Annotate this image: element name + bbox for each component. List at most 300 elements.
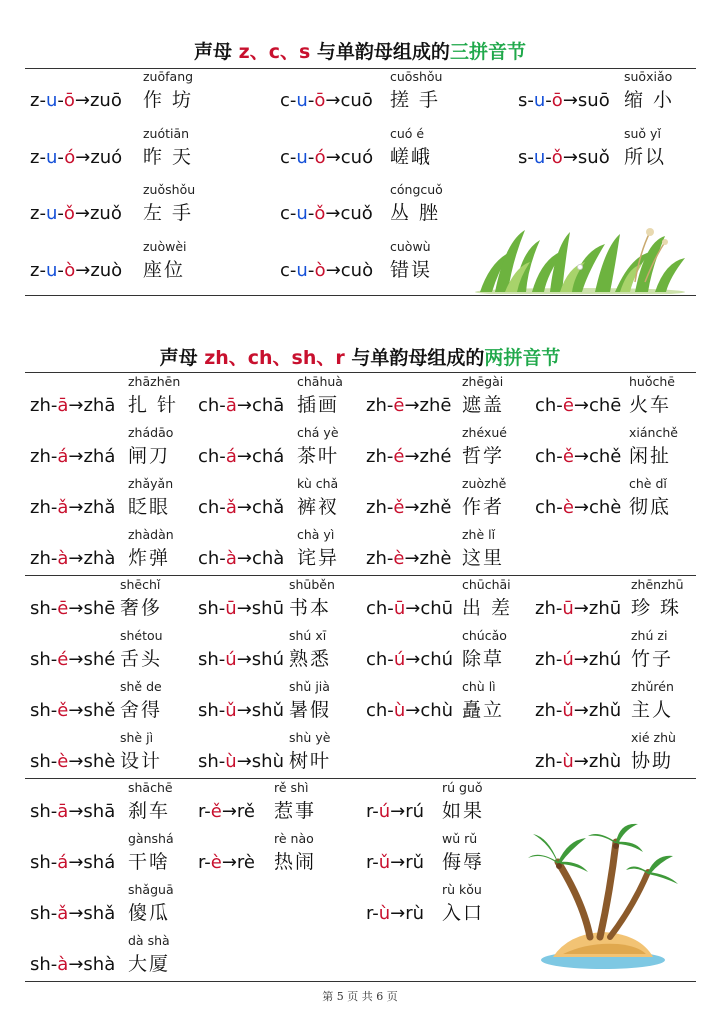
word-hanzi: 错误 — [390, 258, 433, 281]
arrow: → — [236, 649, 252, 670]
example-word — [274, 780, 316, 823]
divider — [25, 575, 696, 576]
word-hanzi: 入口 — [442, 902, 485, 924]
arrow: → — [573, 649, 589, 670]
arrow: → — [405, 700, 421, 721]
word-hanzi: 扎 针 — [128, 394, 179, 416]
syllable-result: zhé — [419, 446, 452, 467]
word-pinyin: zhāzhēn — [128, 374, 181, 389]
divider — [25, 778, 696, 779]
arrow: → — [573, 395, 589, 416]
syllable-cell — [280, 178, 480, 228]
word-hanzi: 缩 小 — [624, 89, 675, 111]
syllable-formula — [280, 147, 373, 168]
final-with-tone: ū — [393, 598, 406, 619]
medial: u — [45, 90, 58, 111]
syllable-cell — [366, 523, 566, 573]
final-with-tone: ē — [57, 598, 69, 619]
example-word — [297, 527, 339, 570]
word-pinyin: chúcǎo — [462, 628, 507, 643]
word-hanzi: 书本 — [289, 597, 332, 619]
medial: u — [533, 90, 546, 111]
word-hanzi: 舍得 — [120, 699, 163, 721]
divider — [25, 981, 696, 982]
word-pinyin: kù chǎ — [297, 476, 339, 491]
final-with-tone: ě — [210, 801, 222, 822]
initial: zh- — [366, 548, 394, 569]
final-with-tone: è — [210, 852, 222, 873]
example-word — [120, 730, 162, 773]
arrow: → — [404, 395, 420, 416]
arrow: → — [236, 548, 252, 569]
initial: ch- — [198, 446, 226, 467]
syllable-result: zuō — [89, 90, 122, 111]
syllable-cell — [518, 65, 718, 115]
initial: s- — [518, 146, 534, 168]
syllable-result: zuǒ — [89, 203, 122, 224]
final-with-tone: ú — [378, 801, 391, 822]
word-pinyin: zhéxué — [462, 425, 507, 440]
word-pinyin: rě shì — [274, 780, 309, 795]
word-pinyin: zhēgài — [462, 374, 504, 389]
syllable-formula — [30, 548, 115, 569]
arrow: → — [68, 598, 84, 619]
syllable-result: shà — [83, 954, 116, 975]
example-word — [289, 679, 331, 722]
syllable-formula — [366, 395, 451, 416]
title-middle: 与单韵母组成的 — [344, 347, 485, 369]
word-pinyin: gànshá — [128, 831, 174, 846]
table-row — [0, 726, 720, 776]
syllable-formula — [535, 700, 621, 721]
final-with-tone: ǔ — [378, 852, 391, 873]
syllable-cell — [535, 573, 720, 623]
initial: zh- — [30, 548, 58, 569]
syllable-result: zhǔ — [588, 700, 622, 721]
initial: sh- — [30, 954, 58, 975]
syllable-cell — [198, 726, 398, 776]
final-with-tone: ō — [314, 90, 326, 111]
syllable-result: shé — [83, 649, 116, 670]
word-hanzi: 舌头 — [120, 648, 163, 670]
word-hanzi: 协助 — [631, 750, 674, 772]
example-word — [631, 577, 684, 620]
table-row — [0, 370, 720, 420]
syllable-result: zhè — [419, 548, 452, 569]
word-hanzi: 竹子 — [631, 648, 674, 670]
example-word — [128, 425, 173, 468]
word-hanzi: 闸刀 — [128, 445, 171, 467]
syllable-result: zhǎ — [83, 497, 116, 518]
arrow: → — [68, 446, 84, 467]
word-hanzi: 丛 脞 — [390, 202, 441, 224]
initial: ch- — [535, 497, 563, 518]
syllable-formula — [30, 147, 122, 168]
syllable-formula — [535, 497, 621, 518]
arrow: → — [68, 954, 84, 975]
word-hanzi: 干啥 — [128, 851, 171, 873]
medial: u — [296, 203, 308, 224]
syllable-formula — [535, 598, 621, 619]
word-pinyin: shǔ jià — [289, 679, 330, 694]
final-with-tone: ǎ — [225, 497, 237, 518]
initial: zh- — [535, 598, 563, 619]
example-word — [128, 831, 174, 874]
final-with-tone: ū — [562, 598, 574, 619]
initial: ch- — [366, 649, 394, 670]
example-word — [128, 476, 173, 519]
word-hanzi: 奢侈 — [120, 597, 163, 619]
title-consonants: z、c、s — [238, 41, 311, 63]
example-word — [462, 628, 507, 671]
word-pinyin: rè nào — [274, 831, 314, 846]
syllable-cell — [280, 122, 480, 172]
word-pinyin: cóngcuǒ — [390, 182, 443, 197]
syllable-result: shē — [83, 598, 116, 619]
word-pinyin: zuōfang — [143, 69, 194, 84]
syllable-formula — [198, 751, 284, 772]
syllable-formula — [198, 497, 284, 518]
final-with-tone: ǒ — [314, 203, 326, 224]
syllable-result: cuó — [340, 146, 374, 168]
initial: sh- — [30, 598, 58, 619]
page-footer: 第 5 页 共 6 页 — [322, 990, 398, 1003]
final-with-tone: ù — [225, 751, 237, 772]
arrow: → — [74, 90, 90, 111]
initial: c- — [280, 259, 297, 281]
table-row — [0, 675, 720, 725]
syllable-formula — [518, 90, 610, 111]
final-with-tone: é — [393, 446, 405, 467]
section1-title — [0, 37, 720, 64]
word-hanzi: 矗立 — [462, 699, 505, 721]
table-row — [0, 523, 720, 573]
example-word — [624, 69, 674, 112]
dash: - — [545, 90, 552, 111]
syllable-result: shě — [83, 700, 116, 721]
syllable-result: shú — [251, 649, 284, 670]
example-word — [120, 679, 162, 722]
word-pinyin: zhú zi — [631, 628, 668, 643]
word-hanzi: 暑假 — [289, 699, 332, 721]
arrow: → — [221, 801, 237, 822]
syllable-formula — [30, 395, 115, 416]
word-pinyin: zuǒshǒu — [143, 182, 196, 197]
syllable-result: chā — [251, 395, 285, 416]
word-pinyin: shēchǐ — [120, 577, 161, 592]
final-with-tone: ǒ — [551, 146, 563, 168]
grass-illustration — [470, 222, 690, 294]
final-with-tone: ě — [393, 497, 405, 518]
word-pinyin: shè jì — [120, 730, 154, 745]
word-pinyin: shù yè — [289, 730, 331, 745]
initial: c- — [280, 203, 297, 224]
example-word — [128, 374, 180, 417]
final-with-tone: è — [562, 497, 574, 518]
syllable-result: cuò — [340, 259, 374, 281]
word-pinyin: wǔ rǔ — [442, 831, 478, 846]
word-pinyin: chà yì — [297, 527, 335, 542]
word-hanzi: 大厦 — [128, 953, 171, 975]
example-word — [143, 239, 187, 282]
syllable-formula — [30, 446, 115, 467]
word-pinyin: chù lì — [462, 679, 496, 694]
example-word — [462, 374, 504, 417]
syllable-formula — [198, 598, 284, 619]
word-pinyin: zhádāo — [128, 425, 174, 440]
dash: - — [307, 259, 315, 281]
table-row — [0, 776, 720, 826]
word-hanzi: 炸弹 — [128, 547, 171, 569]
word-pinyin: zuòzhě — [462, 476, 507, 491]
syllable-cell — [535, 421, 720, 471]
syllable-result: shǎ — [83, 903, 116, 924]
arrow: → — [236, 751, 252, 772]
title-suffix: 三拼音节 — [449, 41, 526, 63]
syllable-result: zhē — [419, 395, 452, 416]
syllable-cell — [30, 122, 230, 172]
medial: u — [296, 146, 308, 168]
final-with-tone: ù — [562, 751, 574, 772]
example-word — [128, 527, 174, 570]
arrow: → — [68, 497, 84, 518]
syllable-result: chà — [251, 548, 285, 569]
syllable-result: shū — [251, 598, 284, 619]
table-row — [0, 624, 720, 674]
example-word — [390, 239, 432, 282]
initial: zh- — [366, 497, 394, 518]
syllable-formula — [198, 649, 284, 670]
word-hanzi: 彻底 — [629, 496, 672, 518]
word-pinyin: shú xī — [289, 628, 327, 643]
word-pinyin: xié zhù — [631, 730, 676, 745]
final-with-tone: ó — [314, 146, 326, 168]
syllable-result: zhá — [83, 446, 116, 467]
syllable-cell — [518, 122, 718, 172]
final-with-tone: ú — [225, 649, 237, 670]
arrow: → — [404, 446, 420, 467]
initial: zh- — [535, 649, 563, 670]
word-pinyin: chūchāi — [462, 577, 511, 592]
example-word — [462, 577, 512, 620]
word-pinyin: zuótiān — [143, 125, 190, 141]
initial: r- — [366, 801, 379, 822]
syllable-cell — [535, 472, 720, 522]
syllable-result: suǒ — [577, 146, 610, 168]
example-word — [289, 730, 331, 773]
arrow: → — [74, 203, 90, 224]
word-hanzi: 作 坊 — [143, 89, 194, 111]
title-prefix: 声母 — [159, 347, 205, 369]
syllable-result: zhū — [588, 598, 622, 619]
syllable-result: zuó — [90, 146, 123, 168]
word-hanzi: 主人 — [631, 699, 674, 721]
dash: - — [57, 146, 65, 168]
syllable-formula — [366, 548, 451, 569]
table-row — [0, 65, 720, 115]
dash: - — [545, 146, 552, 168]
syllable-formula — [30, 598, 115, 619]
example-word — [462, 425, 507, 468]
final-with-tone: ō — [551, 90, 563, 111]
final-with-tone: à — [57, 548, 69, 569]
final-with-tone: ě — [562, 446, 574, 467]
initial: zh- — [535, 700, 563, 721]
dash: - — [307, 146, 315, 168]
initial: zh- — [366, 395, 394, 416]
final-with-tone: è — [57, 751, 69, 772]
word-pinyin: zuòwèi — [143, 238, 187, 254]
syllable-result: chū — [420, 598, 454, 619]
initial: sh- — [198, 700, 226, 721]
arrow: → — [390, 903, 406, 924]
syllable-cell — [535, 675, 720, 725]
example-word — [143, 126, 193, 169]
section2-title — [0, 343, 720, 370]
arrow: → — [68, 801, 84, 822]
dash: - — [57, 259, 65, 281]
syllable-formula — [30, 649, 115, 670]
title-middle: 与单韵母组成的 — [310, 41, 450, 63]
example-word — [462, 679, 504, 722]
arrow: → — [573, 700, 589, 721]
syllable-result: chá — [251, 446, 285, 467]
syllable-formula — [366, 598, 453, 619]
arrow: → — [68, 751, 84, 772]
example-word — [297, 374, 343, 417]
word-hanzi: 诧异 — [297, 547, 340, 569]
word-pinyin: shě de — [120, 679, 162, 694]
syllable-result: rú — [405, 801, 425, 822]
syllable-formula — [366, 903, 424, 924]
syllable-cell — [30, 929, 230, 979]
syllable-result: zhú — [588, 649, 622, 670]
syllable-cell — [535, 726, 720, 776]
syllable-result: rè — [236, 852, 256, 873]
initial: sh- — [198, 598, 226, 619]
example-word — [442, 882, 484, 925]
word-pinyin: rú guǒ — [442, 780, 483, 795]
syllable-result: chě — [588, 446, 622, 467]
initial: r- — [198, 801, 211, 822]
final-with-tone: ò — [314, 259, 326, 281]
arrow: → — [573, 497, 589, 518]
word-pinyin: suǒ yǐ — [624, 125, 661, 141]
dash: - — [57, 203, 64, 224]
medial: u — [296, 90, 308, 111]
initial: ch- — [535, 446, 563, 467]
word-hanzi: 搓 手 — [390, 89, 441, 111]
table-row — [0, 122, 720, 172]
syllable-formula — [366, 700, 453, 721]
final-with-tone: á — [57, 852, 69, 873]
arrow: → — [404, 497, 420, 518]
initial: sh- — [198, 751, 226, 772]
final-with-tone: á — [57, 446, 69, 467]
example-word — [631, 628, 673, 671]
syllable-result: zhù — [588, 751, 622, 772]
example-word — [631, 679, 674, 722]
initial: sh- — [30, 700, 58, 721]
final-with-tone: à — [225, 548, 237, 569]
arrow: → — [68, 395, 84, 416]
final-with-tone: ā — [57, 801, 69, 822]
syllable-result: suō — [577, 90, 610, 111]
final-with-tone: ō — [63, 90, 75, 111]
arrow: → — [573, 598, 589, 619]
arrow: → — [562, 146, 578, 168]
arrow: → — [325, 146, 341, 168]
syllable-result: cuō — [340, 90, 373, 111]
syllable-formula — [30, 497, 115, 518]
arrow: → — [390, 852, 406, 873]
initial: ch- — [535, 395, 563, 416]
example-word — [631, 730, 676, 773]
syllable-formula — [30, 260, 122, 281]
syllable-result: cuǒ — [340, 203, 373, 224]
syllable-formula — [366, 852, 424, 873]
example-word — [624, 126, 666, 169]
initial: sh- — [198, 649, 226, 670]
medial: u — [45, 259, 58, 281]
final-with-tone: ē — [562, 395, 574, 416]
word-pinyin: shāchē — [128, 780, 173, 795]
example-word — [143, 182, 195, 225]
word-hanzi: 闲扯 — [629, 445, 672, 467]
initial: r- — [198, 852, 211, 873]
syllable-result: shá — [83, 852, 116, 873]
initial: sh- — [30, 649, 58, 670]
syllable-formula — [198, 852, 255, 873]
example-word — [462, 476, 506, 519]
syllable-formula — [30, 954, 115, 975]
syllable-result: rù — [405, 903, 425, 924]
syllable-formula — [30, 90, 122, 111]
syllable-cell — [30, 878, 230, 928]
syllable-result: shù — [251, 751, 284, 772]
arrow: → — [221, 852, 237, 873]
syllable-formula — [198, 700, 284, 721]
word-pinyin: zhàdàn — [128, 527, 174, 542]
final-with-tone: è — [393, 548, 405, 569]
initial: z- — [30, 146, 46, 168]
final-with-tone: ú — [393, 649, 406, 670]
syllable-result: zuò — [90, 259, 123, 281]
word-hanzi: 昨 天 — [143, 145, 194, 168]
syllable-formula — [30, 203, 122, 224]
syllable-formula — [198, 395, 284, 416]
word-pinyin: chè dǐ — [629, 476, 667, 491]
word-pinyin: xiánchě — [629, 425, 678, 440]
syllable-formula — [366, 649, 453, 670]
word-pinyin: zhǔrén — [631, 679, 674, 694]
word-hanzi: 茶叶 — [297, 445, 340, 467]
word-pinyin: cuòwù — [390, 238, 431, 254]
initial: zh- — [535, 751, 563, 772]
word-pinyin: cuó é — [390, 125, 425, 141]
palm-island-illustration — [528, 822, 683, 972]
final-with-tone: ě — [57, 700, 69, 721]
word-hanzi: 火车 — [629, 394, 672, 416]
syllable-formula — [366, 801, 424, 822]
word-pinyin: zhǎyǎn — [128, 476, 174, 491]
word-pinyin: rù kǒu — [442, 882, 482, 897]
final-with-tone: ù — [378, 903, 391, 924]
syllable-result: shè — [83, 751, 116, 772]
syllable-formula — [198, 446, 284, 467]
example-word — [128, 882, 174, 925]
word-hanzi: 裤衩 — [297, 496, 340, 518]
